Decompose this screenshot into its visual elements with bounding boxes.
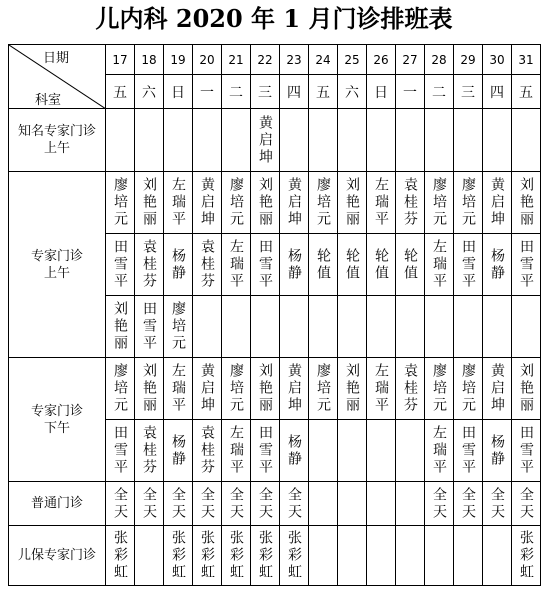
row-label: 专家门诊 下午 <box>9 358 106 482</box>
schedule-cell: 田雪平 <box>106 420 135 482</box>
day-header-20: 20 <box>193 45 222 75</box>
row-label: 专家门诊 上午 <box>9 172 106 358</box>
day-header-18: 18 <box>135 45 164 75</box>
schedule-cell: 轮值 <box>367 234 396 296</box>
day-header-26: 26 <box>367 45 396 75</box>
day-header-31: 31 <box>512 45 541 75</box>
schedule-cell: 杨静 <box>164 420 193 482</box>
schedule-cell: 袁桂芬 <box>135 420 164 482</box>
day-header-29: 29 <box>454 45 483 75</box>
weekday-header: 五 <box>512 75 541 109</box>
schedule-cell: 杨静 <box>280 420 309 482</box>
weekday-header: 二 <box>222 75 251 109</box>
schedule-cell: 田雪平 <box>454 234 483 296</box>
schedule-cell: 刘艳丽 <box>251 172 280 234</box>
schedule-cell: 田雪平 <box>512 420 541 482</box>
day-header-27: 27 <box>396 45 425 75</box>
schedule-cell <box>483 296 512 358</box>
day-header-24: 24 <box>309 45 338 75</box>
schedule-cell: 廖培元 <box>106 358 135 420</box>
schedule-cell: 袁桂芬 <box>135 234 164 296</box>
schedule-cell <box>280 109 309 172</box>
schedule-cell: 刘艳丽 <box>338 172 367 234</box>
weekday-header: 四 <box>483 75 512 109</box>
schedule-cell: 全天 <box>164 482 193 526</box>
schedule-cell: 廖培元 <box>309 172 338 234</box>
weekday-header: 一 <box>396 75 425 109</box>
schedule-cell: 左瑞平 <box>425 420 454 482</box>
schedule-cell <box>280 296 309 358</box>
weekday-header: 三 <box>251 75 280 109</box>
schedule-cell <box>512 296 541 358</box>
day-header-21: 21 <box>222 45 251 75</box>
schedule-cell: 轮值 <box>396 234 425 296</box>
schedule-cell: 左瑞平 <box>425 234 454 296</box>
schedule-cell: 全天 <box>483 482 512 526</box>
schedule-cell <box>483 109 512 172</box>
schedule-cell: 廖培元 <box>106 172 135 234</box>
schedule-cell <box>454 296 483 358</box>
schedule-cell <box>193 296 222 358</box>
weekday-header: 五 <box>106 75 135 109</box>
schedule-cell <box>338 296 367 358</box>
weekday-header: 二 <box>425 75 454 109</box>
schedule-cell: 田雪平 <box>454 420 483 482</box>
schedule-cell: 全天 <box>222 482 251 526</box>
schedule-cell: 张彩虹 <box>280 526 309 586</box>
schedule-cell <box>309 109 338 172</box>
schedule-cell: 全天 <box>425 482 454 526</box>
day-header-28: 28 <box>425 45 454 75</box>
day-header-17: 17 <box>106 45 135 75</box>
schedule-cell: 左瑞平 <box>164 358 193 420</box>
day-header-23: 23 <box>280 45 309 75</box>
schedule-cell <box>193 109 222 172</box>
schedule-cell: 廖培元 <box>309 358 338 420</box>
schedule-cell: 廖培元 <box>164 296 193 358</box>
schedule-cell <box>396 420 425 482</box>
schedule-cell: 黄启坤 <box>280 358 309 420</box>
schedule-cell: 黄启坤 <box>280 172 309 234</box>
page-title: 儿内科 2020 年 1 月门诊排班表 <box>95 4 453 33</box>
schedule-cell: 左瑞平 <box>367 172 396 234</box>
weekday-header: 日 <box>367 75 396 109</box>
day-header-19: 19 <box>164 45 193 75</box>
schedule-cell: 黄启坤 <box>251 109 280 172</box>
schedule-cell: 全天 <box>135 482 164 526</box>
schedule-cell: 刘艳丽 <box>106 296 135 358</box>
schedule-cell: 全天 <box>512 482 541 526</box>
schedule-cell <box>396 296 425 358</box>
schedule-cell <box>309 420 338 482</box>
day-header-30: 30 <box>483 45 512 75</box>
schedule-cell: 张彩虹 <box>193 526 222 586</box>
schedule-cell: 杨静 <box>164 234 193 296</box>
schedule-cell: 黄启坤 <box>193 172 222 234</box>
schedule-cell: 全天 <box>193 482 222 526</box>
weekday-header: 五 <box>309 75 338 109</box>
row-label: 儿保专家门诊 <box>9 526 106 586</box>
weekday-header: 日 <box>164 75 193 109</box>
schedule-cell <box>309 482 338 526</box>
schedule-cell <box>396 526 425 586</box>
schedule-cell <box>367 109 396 172</box>
schedule-cell <box>425 109 454 172</box>
schedule-cell: 全天 <box>251 482 280 526</box>
schedule-cell <box>164 109 193 172</box>
weekday-header: 一 <box>193 75 222 109</box>
schedule-cell <box>106 109 135 172</box>
schedule-cell <box>483 526 512 586</box>
schedule-cell: 田雪平 <box>106 234 135 296</box>
schedule-cell: 张彩虹 <box>164 526 193 586</box>
schedule-cell <box>309 526 338 586</box>
schedule-cell <box>338 109 367 172</box>
schedule-cell <box>454 109 483 172</box>
schedule-cell: 田雪平 <box>251 234 280 296</box>
schedule-cell: 廖培元 <box>425 358 454 420</box>
schedule-cell <box>338 526 367 586</box>
schedule-cell: 轮值 <box>309 234 338 296</box>
schedule-cell: 廖培元 <box>222 358 251 420</box>
schedule-cell: 田雪平 <box>135 296 164 358</box>
schedule-cell <box>425 296 454 358</box>
schedule-cell: 廖培元 <box>454 172 483 234</box>
weekday-header: 三 <box>454 75 483 109</box>
schedule-cell: 田雪平 <box>512 234 541 296</box>
schedule-cell: 刘艳丽 <box>135 172 164 234</box>
schedule-cell: 左瑞平 <box>164 172 193 234</box>
schedule-cell <box>135 109 164 172</box>
schedule-cell: 田雪平 <box>251 420 280 482</box>
schedule-cell: 张彩虹 <box>251 526 280 586</box>
schedule-cell <box>454 526 483 586</box>
schedule-cell <box>251 296 280 358</box>
schedule-cell: 杨静 <box>483 420 512 482</box>
weekday-header: 六 <box>338 75 367 109</box>
schedule-cell <box>367 296 396 358</box>
schedule-cell <box>338 482 367 526</box>
schedule-cell <box>425 526 454 586</box>
schedule-cell: 廖培元 <box>454 358 483 420</box>
schedule-cell: 杨静 <box>483 234 512 296</box>
schedule-cell: 黄启坤 <box>483 172 512 234</box>
schedule-cell <box>367 420 396 482</box>
row-label: 普通门诊 <box>9 482 106 526</box>
schedule-cell <box>396 109 425 172</box>
schedule-cell <box>309 296 338 358</box>
schedule-cell: 黄启坤 <box>483 358 512 420</box>
schedule-cell <box>367 526 396 586</box>
schedule-cell: 袁桂芬 <box>396 172 425 234</box>
schedule-cell: 左瑞平 <box>367 358 396 420</box>
weekday-header: 四 <box>280 75 309 109</box>
schedule-cell <box>222 296 251 358</box>
schedule-cell: 轮值 <box>338 234 367 296</box>
schedule-cell <box>135 526 164 586</box>
schedule-cell: 刘艳丽 <box>512 358 541 420</box>
schedule-cell: 全天 <box>454 482 483 526</box>
schedule-cell: 杨静 <box>280 234 309 296</box>
schedule-cell: 左瑞平 <box>222 420 251 482</box>
schedule-cell: 袁桂芬 <box>193 234 222 296</box>
weekday-header: 六 <box>135 75 164 109</box>
schedule-cell: 张彩虹 <box>106 526 135 586</box>
day-header-22: 22 <box>251 45 280 75</box>
schedule-cell: 全天 <box>280 482 309 526</box>
schedule-cell: 廖培元 <box>425 172 454 234</box>
day-header-25: 25 <box>338 45 367 75</box>
schedule-cell: 刘艳丽 <box>338 358 367 420</box>
schedule-cell: 左瑞平 <box>222 234 251 296</box>
corner-header-cell <box>9 45 106 109</box>
schedule-table <box>8 44 541 586</box>
schedule-cell <box>338 420 367 482</box>
schedule-cell: 黄启坤 <box>193 358 222 420</box>
date-label: 日期 <box>43 51 70 66</box>
schedule-cell: 刘艳丽 <box>135 358 164 420</box>
schedule-cell: 张彩虹 <box>512 526 541 586</box>
schedule-cell: 袁桂芬 <box>193 420 222 482</box>
schedule-cell: 张彩虹 <box>222 526 251 586</box>
schedule-cell <box>396 482 425 526</box>
schedule-cell: 全天 <box>106 482 135 526</box>
schedule-cell: 刘艳丽 <box>251 358 280 420</box>
schedule-cell: 廖培元 <box>222 172 251 234</box>
schedule-cell: 袁桂芬 <box>396 358 425 420</box>
row-label: 知名专家门诊 上午 <box>9 109 106 172</box>
schedule-cell <box>367 482 396 526</box>
schedule-cell: 刘艳丽 <box>512 172 541 234</box>
schedule-cell <box>512 109 541 172</box>
schedule-cell <box>222 109 251 172</box>
dept-label: 科室 <box>35 93 62 108</box>
